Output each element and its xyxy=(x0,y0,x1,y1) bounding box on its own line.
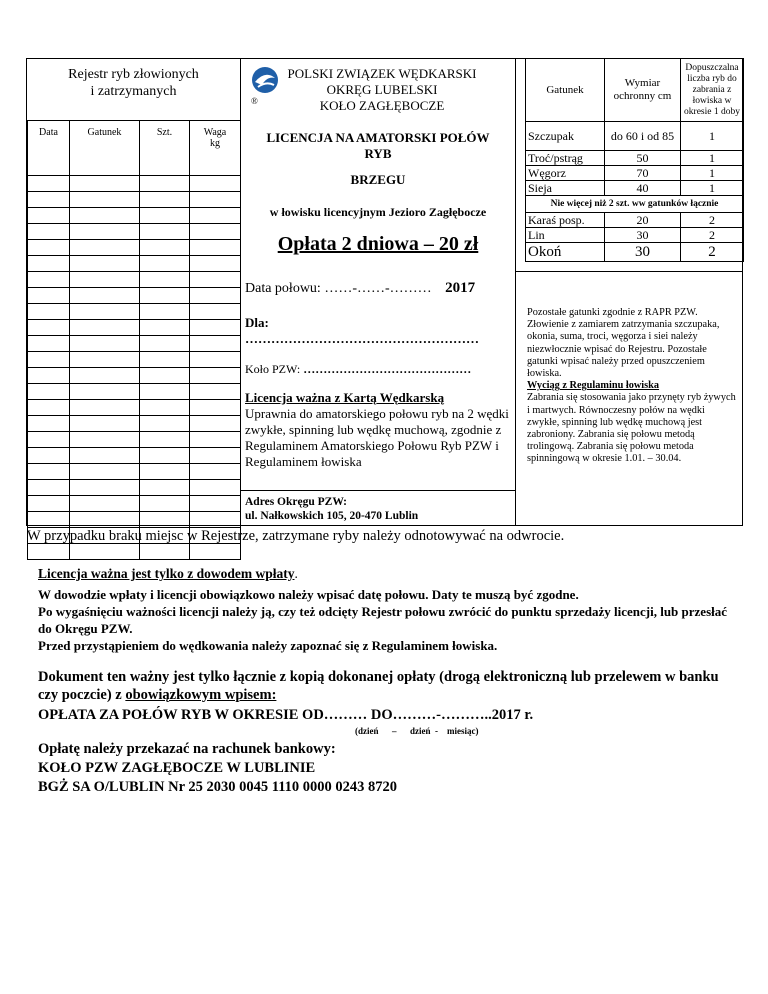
register-cell[interactable] xyxy=(140,192,190,208)
register-cell[interactable] xyxy=(140,416,190,432)
register-cell[interactable] xyxy=(190,288,241,304)
register-cell[interactable] xyxy=(28,208,70,224)
fish-limit: 1 xyxy=(681,166,744,181)
register-cell[interactable] xyxy=(140,320,190,336)
register-cell[interactable] xyxy=(28,192,70,208)
bank-details: Opłatę należy przekazać na rachunek bankowy: KOŁO PZW ZAGŁĘBOCZE W LUBLINIE BGŻ SA O/LUBLIN Nr 25 2030 0045 1110 0000 0243 8720 xyxy=(38,741,398,795)
register-cell[interactable] xyxy=(140,544,190,560)
register-row xyxy=(28,336,241,352)
register-table xyxy=(27,120,241,560)
register-cell[interactable] xyxy=(190,272,241,288)
register-cell[interactable] xyxy=(140,304,190,320)
register-cell[interactable] xyxy=(140,208,190,224)
register-cell[interactable] xyxy=(190,256,241,272)
register-row xyxy=(28,496,241,512)
register-cell[interactable] xyxy=(28,480,70,496)
fish-species: Węgorz xyxy=(526,166,605,181)
license-title: LICENCJA NA AMATORSKI POŁÓW RYB xyxy=(266,130,490,161)
divider-address xyxy=(240,490,516,491)
note-no-space: W przypadku braku miejsc w Rejestrze, zatrzymane ryby należy odnotowywać na odwrocie. xyxy=(27,528,565,544)
register-cell[interactable] xyxy=(190,176,241,192)
note-period-hint: (dzień – dzień - miesiąc) xyxy=(355,726,479,736)
register-row xyxy=(28,368,241,384)
fish-size-table xyxy=(525,58,744,262)
register-cell[interactable] xyxy=(190,192,241,208)
register-cell[interactable] xyxy=(70,400,140,416)
register-cell[interactable] xyxy=(140,512,190,528)
combined-limit-note: Nie więcej niż 2 szt. ww gatunków łącznie xyxy=(526,196,744,213)
register-cell[interactable] xyxy=(70,304,140,320)
note-paragraphs: W dowodzie wpłaty i licencji obowiązkowo należy wpisać datę połowu. Daty te muszą być zgodne. Po wygaśnięciu ważności licencji należy ją, czy też odcięty Rejestr połowu zwrócić do punktu sprzedaży licencji, lub przesłać do Okręgu PZW. Przed przystąpieniem do wędkowania należy zapoznać się z Regulaminem łowiska. xyxy=(38,587,728,653)
fish-size: 50 xyxy=(605,151,681,166)
register-row xyxy=(28,304,241,320)
register-cell[interactable] xyxy=(70,432,140,448)
register-row xyxy=(28,176,241,192)
register-cell[interactable] xyxy=(70,384,140,400)
register-cell[interactable] xyxy=(28,432,70,448)
register-cell[interactable] xyxy=(190,464,241,480)
register-cell[interactable] xyxy=(70,272,140,288)
register-row xyxy=(28,480,241,496)
register-cell[interactable] xyxy=(190,432,241,448)
fish-col-limit: Dopuszczalna liczba ryb do zabrania z łowiska w okresie 1 doby xyxy=(681,59,744,122)
register-cell[interactable] xyxy=(190,496,241,512)
register-cell[interactable] xyxy=(190,304,241,320)
register-cell[interactable] xyxy=(190,512,241,528)
register-cell[interactable] xyxy=(70,368,140,384)
license-club: Koło PZW: …………………………………… xyxy=(245,362,472,376)
fish-limit: 2 xyxy=(681,243,744,262)
register-cell[interactable] xyxy=(70,480,140,496)
register-cell[interactable] xyxy=(70,416,140,432)
fish-size: 20 xyxy=(605,213,681,228)
register-col-weight: Waga kg xyxy=(190,121,241,176)
fish-species: Okoń xyxy=(526,243,605,262)
fish-species: Lin xyxy=(526,228,605,243)
register-row xyxy=(28,384,241,400)
note-period: OPŁATA ZA POŁÓW RYB W OKRESIE OD……… DO………-………..2017 r. xyxy=(38,707,534,723)
register-row xyxy=(28,288,241,304)
fish-size: 30 xyxy=(605,243,681,262)
register-row xyxy=(28,320,241,336)
register-cell[interactable] xyxy=(28,272,70,288)
register-cell[interactable] xyxy=(28,400,70,416)
register-cell[interactable] xyxy=(28,176,70,192)
register-cell[interactable] xyxy=(28,544,70,560)
register-cell[interactable] xyxy=(70,496,140,512)
fish-species: Karaś posp. xyxy=(526,213,605,228)
register-title: Rejestr ryb złowionych i zatrzymanych xyxy=(68,67,199,99)
register-cell[interactable] xyxy=(70,512,140,528)
register-cell[interactable] xyxy=(140,368,190,384)
register-cell[interactable] xyxy=(70,240,140,256)
register-cell[interactable] xyxy=(28,512,70,528)
register-cell[interactable] xyxy=(28,336,70,352)
register-cell[interactable] xyxy=(190,240,241,256)
register-row xyxy=(28,416,241,432)
register-cell[interactable] xyxy=(190,320,241,336)
register-cell[interactable] xyxy=(140,240,190,256)
register-cell[interactable] xyxy=(190,384,241,400)
fish-size: do 60 i od 85 xyxy=(605,122,681,151)
register-cell[interactable] xyxy=(70,256,140,272)
fish-col-species: Gatunek xyxy=(526,59,605,122)
fish-species: Szczupak xyxy=(526,122,605,151)
license-fee: Opłata 2 dniowa – 20 zł xyxy=(277,233,479,255)
register-cell[interactable] xyxy=(140,464,190,480)
register-cell[interactable] xyxy=(190,336,241,352)
license-for: Dla: ……………………………………………… xyxy=(245,315,479,346)
fish-species: Sieja xyxy=(526,181,605,196)
register-cell[interactable] xyxy=(190,368,241,384)
fish-species: Troć/pstrąg xyxy=(526,151,605,166)
register-row xyxy=(28,352,241,368)
register-cell[interactable] xyxy=(28,304,70,320)
register-cell[interactable] xyxy=(70,288,140,304)
register-col-count: Szt. xyxy=(140,121,190,176)
register-cell[interactable] xyxy=(70,336,140,352)
register-col-species: Gatunek xyxy=(70,121,140,176)
register-cell[interactable] xyxy=(70,352,140,368)
note-document: Dokument ten ważny jest tylko łącznie z kopią dokonanej opłaty (drogą elektroniczną lub przelewem w banku czy poczcie) z obowiązkowym wpisem: xyxy=(38,669,719,703)
register-cell[interactable] xyxy=(190,416,241,432)
register-cell[interactable] xyxy=(28,368,70,384)
register-row xyxy=(28,272,241,288)
register-cell[interactable] xyxy=(28,496,70,512)
register-cell[interactable] xyxy=(190,224,241,240)
register-cell[interactable] xyxy=(140,176,190,192)
register-row xyxy=(28,544,241,560)
register-row xyxy=(28,192,241,208)
register-cell[interactable] xyxy=(140,384,190,400)
register-cell[interactable] xyxy=(28,288,70,304)
register-cell[interactable] xyxy=(70,176,140,192)
register-cell[interactable] xyxy=(140,224,190,240)
registered-mark: ® xyxy=(251,96,258,106)
fish-size: 30 xyxy=(605,228,681,243)
register-cell[interactable] xyxy=(140,400,190,416)
register-cell[interactable] xyxy=(28,416,70,432)
register-cell[interactable] xyxy=(140,352,190,368)
register-cell[interactable] xyxy=(190,544,241,560)
fish-limit: 1 xyxy=(681,181,744,196)
fish-limit: 2 xyxy=(681,228,744,243)
divider-right xyxy=(515,58,516,526)
register-row xyxy=(28,432,241,448)
register-cell[interactable] xyxy=(28,320,70,336)
org-name: POLSKI ZWIĄZEK WĘDKARSKI OKRĘG LUBELSKI KOŁO ZAGŁĘBOCZE xyxy=(287,66,477,113)
register-cell[interactable] xyxy=(190,480,241,496)
fish-col-size: Wymiar ochronny cm xyxy=(605,59,681,122)
register-cell[interactable] xyxy=(140,480,190,496)
fish-limit: 1 xyxy=(681,151,744,166)
register-row xyxy=(28,448,241,464)
register-row xyxy=(28,208,241,224)
register-cell[interactable] xyxy=(140,272,190,288)
register-cell[interactable] xyxy=(140,288,190,304)
register-cell[interactable] xyxy=(28,448,70,464)
license-shore: BRZEGU xyxy=(350,172,406,187)
register-cell[interactable] xyxy=(70,464,140,480)
register-cell[interactable] xyxy=(70,448,140,464)
register-cell[interactable] xyxy=(190,352,241,368)
register-cell[interactable] xyxy=(28,240,70,256)
register-row xyxy=(28,240,241,256)
register-cell[interactable] xyxy=(140,448,190,464)
license-fishery: w łowisku licencyjnym Jezioro Zagłębocze xyxy=(269,205,487,219)
register-cell[interactable] xyxy=(28,224,70,240)
office-address: Adres Okręgu PZW: ul. Nałkowskich 105, 20-470 Lublin xyxy=(245,496,419,522)
fishery-rules: Pozostałe gatunki zgodnie z RAPR PZW. Złowienie z zamiarem zatrzymania szczupaka, okonia, suma, troci, węgorza i siei należy niezwłocznie wpisać do Rejestru. Pozostałe gatunki wpisać należy przed opuszczeniem łowiska. Wyciąg z Regulaminu łowiska Zabrania się stosowania jako przynęty ryb żywych i martwych. Równoczesny połów na wędki zwykłe, spinning lub wędkę muchową jest zabroniony. Zabrania się połowu metodą trolingową. Zabrania się połowu metoda spinningową w okresie 1.01. – 30.04. xyxy=(527,307,736,465)
register-cell[interactable] xyxy=(190,208,241,224)
register-row xyxy=(28,512,241,528)
register-cell[interactable] xyxy=(70,320,140,336)
register-cell[interactable] xyxy=(28,464,70,480)
note-valid-payment: Licencja ważna jest tylko z dowodem wpłaty. xyxy=(38,566,298,581)
register-cell[interactable] xyxy=(28,256,70,272)
register-cell[interactable] xyxy=(70,192,140,208)
fish-size: 40 xyxy=(605,181,681,196)
license-validity: Licencja ważna z Kartą Wędkarską Uprawnia do amatorskiego połowu ryb na 2 wędki zwykłe, spinning lub wędkę muchową, zgodnie z Regulaminem Amatorskiego Połowu Ryb PZW i Regulaminem łowiska xyxy=(245,390,509,469)
register-cell[interactable] xyxy=(140,496,190,512)
register-row xyxy=(28,464,241,480)
fish-limit: 2 xyxy=(681,213,744,228)
register-cell[interactable] xyxy=(190,400,241,416)
register-col-date: Data xyxy=(28,121,70,176)
register-cell[interactable] xyxy=(28,352,70,368)
register-cell[interactable] xyxy=(70,224,140,240)
register-cell[interactable] xyxy=(140,336,190,352)
register-cell[interactable] xyxy=(70,208,140,224)
register-cell[interactable] xyxy=(190,448,241,464)
register-cell[interactable] xyxy=(140,432,190,448)
register-row xyxy=(28,224,241,240)
register-cell[interactable] xyxy=(70,544,140,560)
register-cell[interactable] xyxy=(140,256,190,272)
register-row xyxy=(28,256,241,272)
fishing-date: Data połowu: ……-……-……… 2017 xyxy=(245,280,476,296)
register-row xyxy=(28,400,241,416)
fish-size: 70 xyxy=(605,166,681,181)
divider-rules xyxy=(515,271,743,272)
register-cell[interactable] xyxy=(28,384,70,400)
fish-limit: 1 xyxy=(681,122,744,151)
